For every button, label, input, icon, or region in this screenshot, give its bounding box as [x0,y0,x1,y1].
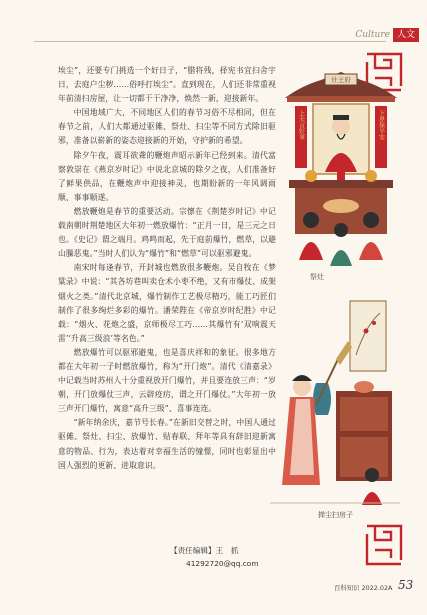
sweeping-illustration [270,295,400,510]
article-paragraph: “新年纳余庆，嘉节号长春。”在新旧交替之时，中国人通过驱傩、祭灶、扫尘、放爆竹、贴春联、拜年等具有辞旧迎新寓意的物品、行为，表达着对幸福生活的憧憬，同时也彰显出中国人强烈的更新、进取意识。 [58,418,276,470]
page-number: 53 [398,578,414,592]
article-body [58,64,276,473]
couplet-left: 上天言好事 [297,110,305,140]
editor-credit: 【责任编辑】王 抓 [170,546,239,555]
article-paragraph: 除夕午夜，震耳欲聋的鞭炮声昭示新年已经到来。清代富察敦崇在《燕京岁时记》中说北京城的除夕之夜，人们准备好了鲜果供品，在鞭炮声中迎接神灵，也期盼新的一年风调雨顺、事事顺遂。 [58,150,276,202]
couplet-right: 下界保平安 [377,110,385,140]
bottom-fret-ornament [365,522,405,568]
header-divider [34,41,386,42]
editor-email: 41292720@qq.com [186,559,259,568]
top-illustration-caption: 祭灶 [310,273,324,281]
bottom-illustration-caption: 掸尘扫房子 [318,511,353,519]
article-paragraph: 燃放爆竹可以驱邪避鬼，也是喜庆祥和的象征。很多地方都在大年初一子时燃放爆竹，称为“开门炮”。清代《清嘉录》中记载当时苏州人十分重视放开门爆竹，并且要连放三声：“岁朝，开门放爆仗三声，云辟疫疠，谓之开门爆仗。”大年初一放三声开门爆竹，寓意“高升三级”、喜事连连。 [58,347,276,414]
shrine-plaque: 灶王府 [331,76,351,84]
footer-magazine-label: 百科知识 2022.02A [334,584,393,592]
section-tag [355,28,419,42]
section-label-cn: 人文 [393,28,419,42]
article-paragraph: 中国地域广大，不同地区人们的春节习俗不尽相同，但在春节之前，人们大都通过驱傩、祭灶、扫尘等不同方式除旧驱邪，准备以崭新的姿态迎接新的开始，守护新的希望。 [58,108,276,146]
section-label-en: Culture [355,30,390,40]
article-paragraph: 燃放鞭炮是春节的重要活动。宗懔在《荆楚岁时记》中记载南朝时荆楚地区大年初一燃放爆竹：“正月一日，是三元之日也。《史记》谓之端月。鸡鸣而起，先于庭前爆竹，燃草，以避山臊恶鬼。”当时人们认为“爆竹”和“燃草”可以驱邪避鬼。 [58,206,276,259]
kitchen-god-illustration [281,60,401,270]
article-paragraph: 南宋时每逢春节，开封城也燃放很多鞭炮。吴自牧在《梦粱录》中说：“其各坊巷叫卖仓术小枣不绝，又有市爆仗、成架烟火之类。”清代北京城，爆竹制作工艺极尽精巧，能工巧匠们制作了很多绚烂多彩的爆竹。潘荣陛在《帝京岁时纪胜》中记载：“烟火、花炮之盛，京师极尽工巧……其爆竹有‘双响震天雷’‘升高三级浪’等名色。” [58,263,276,343]
article-paragraph: 埃尘”，还要专门挑选一个好日子，“腊将残，择宪书宜扫舍宇日，去庭户尘秽……俗呼打埃尘”。直到现在，人们还非常重视年前清扫房屋，让一切都干干净净，焕然一新，迎接新年。 [58,66,276,104]
